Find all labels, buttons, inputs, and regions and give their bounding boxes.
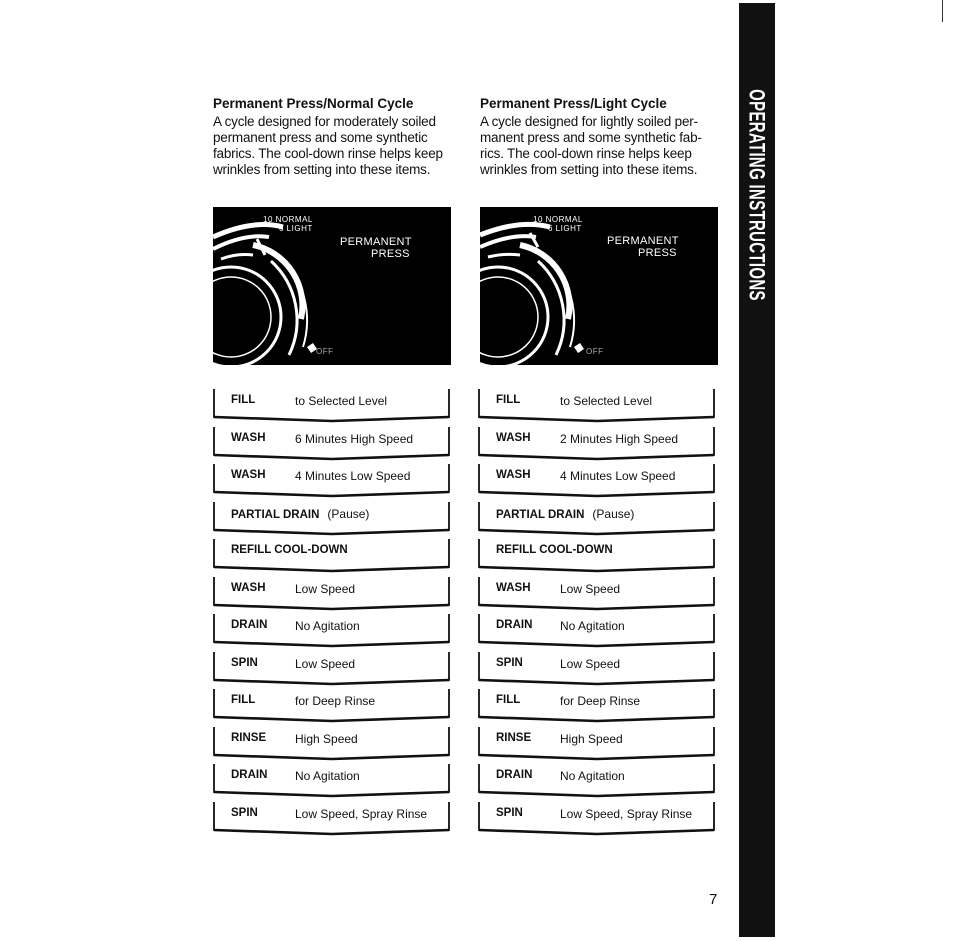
corner-mark — [942, 0, 943, 22]
step-name: FILL — [496, 694, 521, 706]
step-name: FILL — [231, 394, 256, 406]
step-name: FILL — [231, 694, 256, 706]
step-description: (Pause) — [327, 506, 370, 521]
step-name: SPIN — [231, 656, 258, 669]
step-name: REFILL COOL-DOWN — [496, 544, 613, 556]
step-name: FILL — [496, 394, 521, 406]
step-name: WASH — [496, 469, 531, 481]
step-description: (Pause) — [592, 506, 635, 521]
cycle-steps — [213, 387, 453, 837]
cycle-step — [478, 762, 718, 800]
step-description: Low Speed — [295, 581, 356, 596]
step-description: for Deep Rinse — [295, 694, 376, 708]
cycle-step — [213, 650, 453, 688]
step-description: 2 Minutes High Speed — [560, 431, 679, 446]
step-description: Low Speed — [295, 656, 356, 671]
cycle-step — [213, 687, 453, 725]
step-name: DRAIN — [496, 769, 533, 781]
step-name: DRAIN — [496, 619, 533, 631]
step-description: 4 Minutes Low Speed — [295, 469, 411, 483]
dial-icon — [213, 207, 451, 365]
dial-icon — [480, 207, 718, 365]
cycle-step — [478, 537, 718, 575]
step-description: High Speed — [295, 731, 358, 746]
cycle-step — [478, 500, 718, 538]
page-number: 7 — [709, 891, 718, 908]
step-description: Low Speed — [560, 656, 621, 671]
side-tab-label: OPERATING INSTRUCTIONS — [745, 89, 771, 301]
step-name: WASH — [496, 431, 531, 444]
cycle-step — [213, 800, 453, 838]
cycle-title: Permanent Press/Normal Cycle — [213, 96, 414, 111]
cycle-step — [478, 462, 718, 500]
cycle-step — [478, 725, 718, 763]
step-description: No Agitation — [560, 619, 625, 633]
cycle-step — [213, 762, 453, 800]
step-description: Low Speed, Spray Rinse — [295, 806, 428, 821]
cycle-step — [478, 575, 718, 613]
step-name: RINSE — [496, 731, 532, 744]
cycle-step — [213, 500, 453, 538]
step-name: DRAIN — [231, 769, 268, 781]
step-description: for Deep Rinse — [560, 694, 641, 708]
cycle-step — [213, 537, 453, 575]
cycle-step — [478, 687, 718, 725]
cycle-dial-image: 10 NORMAL 6 LIGHT PERMANENT PRESS OFF — [480, 207, 718, 365]
cycle-description: A cycle designed for moderately soiled permanent press and some synthetic fabrics. The cool-down rinse helps keep wrinkles from setting into these items. — [213, 114, 443, 177]
step-name: SPIN — [231, 806, 258, 819]
step-description: 4 Minutes Low Speed — [560, 469, 676, 483]
cycle-step — [213, 462, 453, 500]
step-name: PARTIAL DRAIN (Pause) — [231, 506, 370, 521]
step-description: to Selected Level — [295, 394, 388, 408]
step-description: No Agitation — [295, 769, 360, 783]
cycle-step — [478, 425, 718, 463]
cycle-step — [213, 425, 453, 463]
step-description: to Selected Level — [560, 394, 653, 408]
cycle-step — [213, 725, 453, 763]
step-description: 6 Minutes High Speed — [295, 431, 414, 446]
step-name: RINSE — [231, 731, 267, 744]
cycle-step — [213, 387, 453, 425]
step-description: No Agitation — [295, 619, 360, 633]
cycle-column-light — [480, 96, 730, 178]
step-name: WASH — [231, 581, 266, 594]
step-description: Low Speed — [560, 581, 621, 596]
step-name: WASH — [496, 581, 531, 594]
step-description: High Speed — [560, 731, 623, 746]
step-name: REFILL COOL-DOWN — [231, 544, 348, 556]
cycle-dial-image: 10 NORMAL 6 LIGHT PERMANENT PRESS OFF — [213, 207, 451, 365]
step-name: WASH — [231, 431, 266, 444]
step-name: SPIN — [496, 806, 523, 819]
step-name: PARTIAL DRAIN (Pause) — [496, 506, 635, 521]
step-name: DRAIN — [231, 619, 268, 631]
cycle-title: Permanent Press/Light Cycle — [480, 96, 667, 111]
cycle-description: A cycle designed for lightly soiled per- manent press and some synthetic fab- rics. The cool-down rinse helps keep wrinkles from setting into these items. — [480, 114, 702, 177]
cycle-step — [478, 612, 718, 650]
cycle-step — [213, 612, 453, 650]
step-name: WASH — [231, 469, 266, 481]
cycle-step — [478, 800, 718, 838]
cycle-step — [213, 575, 453, 613]
step-description: Low Speed, Spray Rinse — [560, 806, 693, 821]
step-description: No Agitation — [560, 769, 625, 783]
cycle-steps — [478, 387, 718, 837]
step-name: SPIN — [496, 656, 523, 669]
cycle-step — [478, 650, 718, 688]
cycle-column-normal — [213, 96, 463, 178]
cycle-step — [478, 387, 718, 425]
